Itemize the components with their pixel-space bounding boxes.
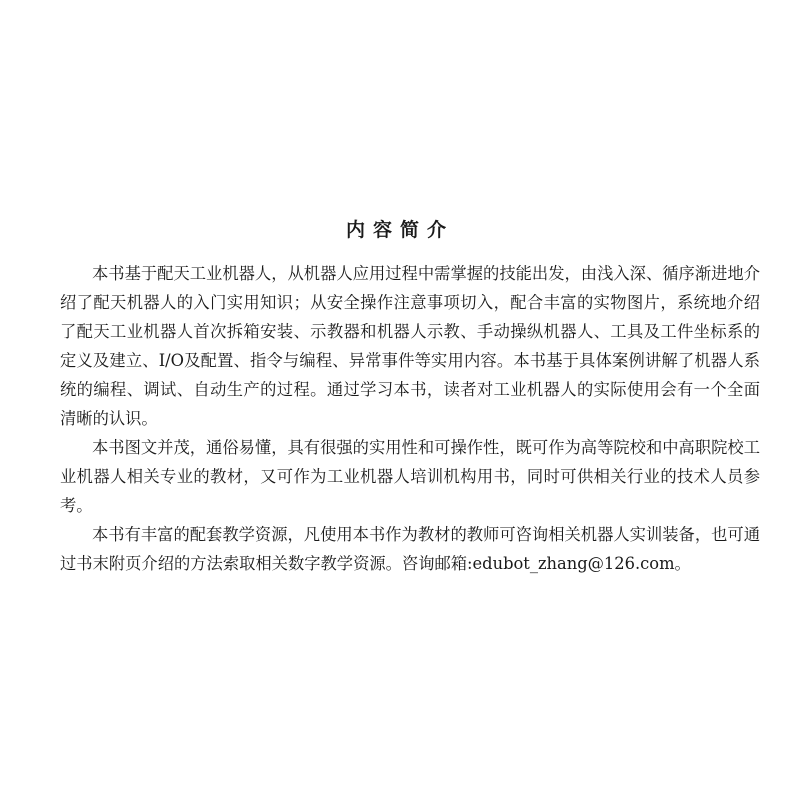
paragraph-1: 本书基于配天工业机器人，从机器人应用过程中需掌握的技能出发，由浅入深、循序渐进地介绍了配天机器人的入门实用知识；从安全操作注意事项切入，配合丰富的实物图片，系统地介绍了配天工业机器人首次拆箱安装、示教器和机器人示教、手动操纵机器人、工具及工件坐标系的定义及建立、I/O及配置、指令与编程、异常事件等实用内容。本书基于具体案例讲解了机器人系统的编程、调试、自动生产的过程。通过学习本书，读者对工业机器人的实际使用会有一个全面清晰的认识。 <box>60 264 760 428</box>
paragraph-2: 本书图文并茂，通俗易懂，具有很强的实用性和可操作性，既可作为高等院校和中高职院校工业机器人相关专业的教材，又可作为工业机器人培训机构用书，同时可供相关行业的技术人员参考。 <box>60 438 760 515</box>
summary-body <box>60 259 760 578</box>
page-title: 内容简介 <box>345 219 454 241</box>
paragraph-3: 本书有丰富的配套教学资源，凡使用本书作为教材的教师可咨询相关机器人实训装备，也可通过书末附页介绍的方法索取相关数字教学资源。咨询邮箱:edubot_zhang@126.com。 <box>60 525 760 573</box>
